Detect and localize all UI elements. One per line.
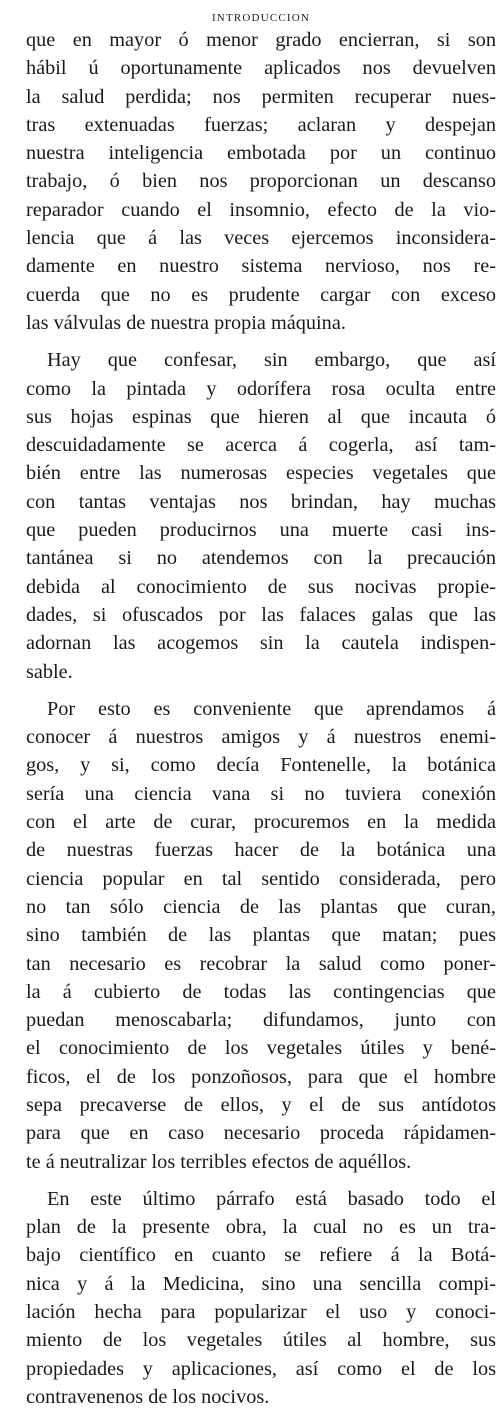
text-line: como la pintada y odorífera rosa oculta entre [26,377,496,400]
text-line: tras extenuadas fuerzas; aclaran y despejan [26,113,496,136]
text-line: descuidadamente se acerca á cogerla, así tam- [26,434,496,457]
text-line: propiedades y aplicaciones, así como el de los [26,1357,496,1380]
text-line: Por esto es conveniente que aprendamos á [47,697,496,720]
text-line: no tan sólo ciencia de las plantas que curan, [26,895,496,918]
text-line: bién entre las numerosas especies vegetales que [26,462,496,485]
text-line: ciencia popular en tal sentido considerada, pero [26,867,496,890]
text-line: que en mayor ó menor grado encierran, si son [26,29,496,51]
text-line: sino también de las plantas que matan; pues [26,924,496,947]
text-line: de nuestras fuerzas hacer de la botánica una [26,839,496,862]
text-line: lación hecha para popularizar el uso y conoci- [26,1301,496,1324]
text-line: bajo científico en cuanto se refiere á la Botá- [26,1244,496,1267]
text-line: conocer á nuestros amigos y á nuestros enemi- [26,726,496,749]
text-line: sus hojas espinas que hieren al que incauta ó [26,405,496,428]
text-line: sería una ciencia vana si no tuviera conexión [26,782,496,805]
text-line: nica y á la Medicina, sino una sencilla compi- [26,1272,496,1295]
text-line: nuestra inteligencia embotada por un continuo [26,142,496,165]
text-line: trabajo, ó bien nos proporcionan un descanso [26,170,496,193]
text-line: ficos, el de los ponzoñosos, para que el hombre [26,1065,496,1088]
text-line: En este último párrafo está basado todo el [47,1187,496,1210]
paragraph [26,1185,496,1411]
text-line: sable. [26,660,73,683]
text-line: la á cubierto de todas las contingencias que [26,980,496,1003]
text-line: contravenenos de los nocivos. [26,1385,270,1408]
text-line: con el arte de curar, procuremos en la medida [26,811,496,834]
text-line: con tantas ventajas nos brindan, hay muchas [26,490,496,513]
text-line: miento de los vegetales útiles al hombre, sus [26,1329,496,1352]
text-line: lencia que á las veces ejercemos inconsidera- [26,227,496,250]
body-text [26,26,496,1411]
text-line: tan necesario es recobrar la salud como poner- [26,952,496,975]
text-line: debida al conocimiento de sus nocivas propie- [26,575,496,598]
text-line: adornan las acogemos sin la cautela indispen- [26,632,496,655]
text-line: las válvulas de nuestra propia máquina. [26,311,346,334]
text-line: para que en caso necesario proceda rápidamen- [26,1122,496,1145]
text-line: que pueden producirnos una muerte casi ins- [26,519,496,542]
book-page [26,12,496,1420]
text-line: te á neutralizar los terribles efectos de aquéllos. [26,1150,412,1173]
running-header: INTRODUCCION [211,12,311,24]
text-line: el conocimiento de los vegetales útiles y bené- [26,1037,496,1060]
text-line: sepa precaverse de ellos, y el de sus antídotos [26,1093,496,1116]
text-line: la salud perdida; nos permiten recuperar nues- [26,85,496,108]
paragraph [26,346,496,686]
text-line: puedan menoscabarla; difundamos, junto con [26,1009,496,1032]
text-line: Hay que confesar, sin embargo, que así [47,349,496,372]
text-line: reparador cuando el insomnio, efecto de la vio- [26,198,496,221]
text-line: gos, y si, como decía Fontenelle, la botánica [26,754,496,777]
paragraph [26,26,496,337]
text-line: dades, si ofuscados por las falaces galas que las [26,603,496,626]
text-line: tantánea si no atendemos con la precaución [26,547,496,570]
text-line: hábil ú oportunamente aplicados nos devuelven [26,57,496,80]
text-line: damente en nuestro sistema nervioso, nos re- [26,255,496,278]
text-line: cuerda que no es prudente cargar con exceso [26,283,496,306]
text-line: plan de la presente obra, la cual no es un tra- [26,1216,496,1239]
paragraph [26,695,496,1176]
